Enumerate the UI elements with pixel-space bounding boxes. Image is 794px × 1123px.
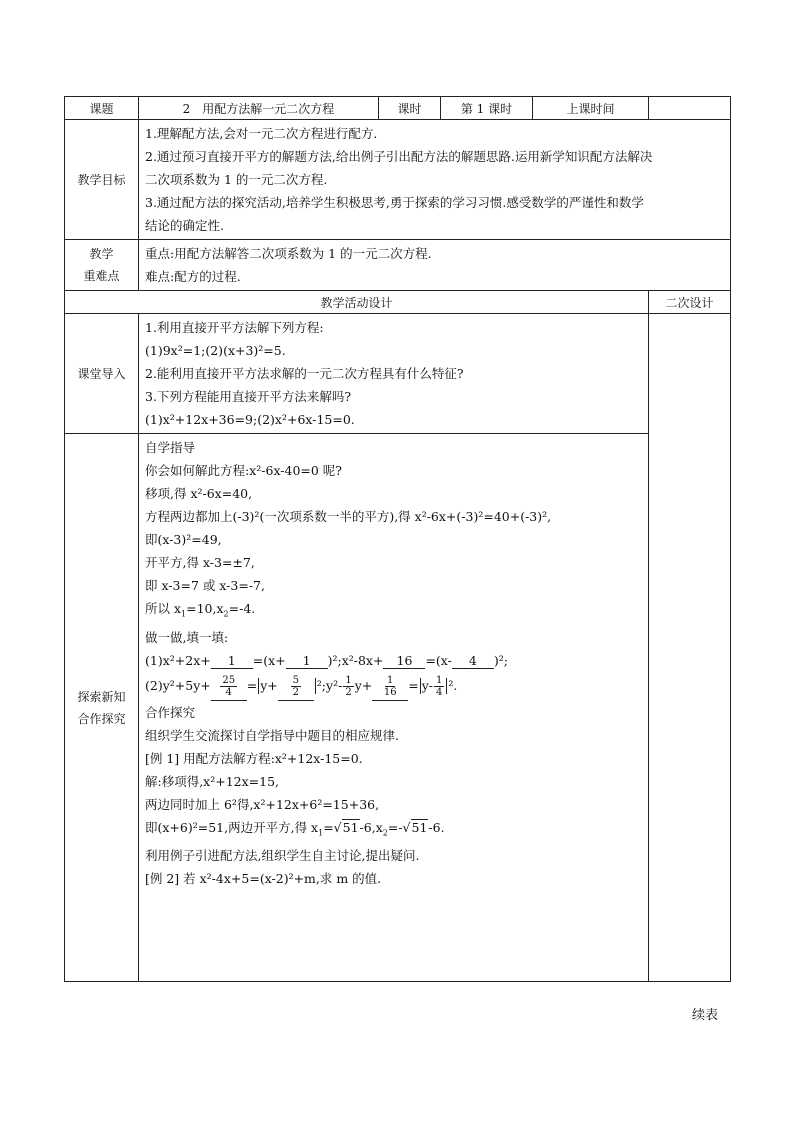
explore-label xyxy=(65,434,139,982)
step-line: 方程两边都加上(-3)²(一次项系数一半的平方),得 x²-6x+(-3)²=40+(-3)², xyxy=(145,509,552,524)
keypoints-label-line2: 重难点 xyxy=(83,269,120,283)
example-1: [例 1] 用配方法解方程:x²+12x-15=0. xyxy=(145,750,363,766)
period-value: 第 1 课时 xyxy=(441,97,533,120)
keypoints-label-line1: 教学 xyxy=(89,247,114,261)
fill-line-1: (1)x²+2x+ 1 =(x+ 1 )²;x²-8x+ 16 =(x- 4 )²; xyxy=(145,652,508,668)
explore-label-line2: 合作探究 xyxy=(77,711,126,726)
step-line: 即(x-3)²=49, xyxy=(145,532,222,547)
fill-blank: 16 xyxy=(383,654,425,669)
period-label: 课时 xyxy=(379,97,441,120)
objective-line: 二次项系数为 1 的一元二次方程. xyxy=(145,172,328,187)
fill-blank: 4 xyxy=(452,654,494,669)
topic-value: 2 用配方法解一元二次方程 xyxy=(139,97,379,120)
second-design-cell xyxy=(649,314,731,982)
solution-line: 解:移项得,x²+12x=15, xyxy=(145,773,280,789)
fill-title: 做一做,填一填: xyxy=(145,629,229,645)
fill-blank: $\frac{1}{16}$ xyxy=(372,672,408,701)
intro-q1: 1.利用直接开平方法解下列方程: xyxy=(145,320,324,335)
keypoints-label xyxy=(65,240,139,291)
continued-label: 续表 xyxy=(692,1008,719,1023)
fill-blank: 1 xyxy=(286,654,328,669)
fraction: $\frac{1}{4}$ xyxy=(436,674,443,698)
date-label: 上课时间 xyxy=(533,97,649,120)
keypoint-line: 难点:配方的过程. xyxy=(145,269,241,284)
keypoint-line: 重点:用配方法解答二次项系数为 1 的一元二次方程. xyxy=(145,246,432,261)
usage-note: 利用例子引进配方法,组织学生自主讨论,提出疑问. xyxy=(145,848,420,863)
objective-line: 结论的确定性. xyxy=(145,218,224,233)
second-design-header: 二次设计 xyxy=(649,291,731,314)
step-line: 移项,得 x²-6x=40, xyxy=(145,486,253,501)
fraction: $\frac{1}{2}$ xyxy=(345,674,352,698)
objectives-content xyxy=(139,120,731,240)
coop-title: 合作探究 xyxy=(145,704,196,720)
objective-line: 2.通过预习直接开平方的解题方法,给出例子引出配方法的解题思路.运用新学知识配方法解决 xyxy=(145,149,653,164)
lesson-plan-table xyxy=(64,96,731,982)
solution-line-roots: 即(x+6)²=51,两边开平方,得 $x_1=√51-6,x_2=-√51-6$. xyxy=(145,819,445,837)
objectives-label: 教学目标 xyxy=(65,120,139,240)
step-line: 你会如何解此方程:x²-6x-40=0 呢? xyxy=(145,463,343,478)
explore-label-line1: 探索新知 xyxy=(77,689,126,704)
intro-label: 课堂导入 xyxy=(65,314,139,434)
solution-line: 两边同时加上 6²得,x²+12x+6²=15+36, xyxy=(145,796,380,812)
intro-q3-eqs: (1)x²+12x+36=9;(2)x²+6x-15=0. xyxy=(145,412,355,427)
objective-line: 1.理解配方法,会对一元二次方程进行配方. xyxy=(145,126,378,141)
fill-blank: 1 xyxy=(211,654,253,669)
step-line: 开平方,得 x-3=±7, xyxy=(145,555,255,570)
topic-label: 课题 xyxy=(65,97,139,120)
fill-blank: $\frac{25}{4}$ xyxy=(211,672,247,701)
objective-line: 3.通过配方法的探究活动,培养学生积极思考,勇于探索的学习习惯.感受数学的严谨性和数学 xyxy=(145,195,644,210)
activity-design-header: 教学活动设计 xyxy=(65,291,649,314)
keypoints-content xyxy=(139,240,731,291)
coop-desc: 组织学生交流探讨自学指导中题目的相应规律. xyxy=(145,727,399,743)
intro-q3: 3.下列方程能用直接开平方法来解吗? xyxy=(145,389,352,404)
step-line: 即 x-3=7 或 x-3=-7, xyxy=(145,578,265,593)
example-2: [例 2] 若 x²-4x+5=(x-2)²+m,求 m 的值. xyxy=(145,871,382,886)
fill-line-2: (2)y²+5y+ $\frac{25}{4}$ = y+ $\frac{5}{2}$ ²;y²- $\frac{1}{2}$ y+ $\frac{1}{16}$ = y- $\frac{1}{4}$ ². xyxy=(145,672,642,701)
explore-content xyxy=(139,434,649,982)
intro-q1-eqs: (1)9x²=1;(2)(x+3)²=5. xyxy=(145,343,286,358)
self-study-title: 自学指导 xyxy=(145,440,196,455)
fill-blank: $\frac{5}{2}$ xyxy=(278,672,314,701)
intro-q2: 2.能利用直接开平方法求解的一元二次方程具有什么特征? xyxy=(145,366,464,381)
intro-content xyxy=(139,314,649,434)
date-value xyxy=(649,97,731,120)
step-line-roots: 所以 $x_1=10,x_2=-4$. xyxy=(145,601,256,619)
